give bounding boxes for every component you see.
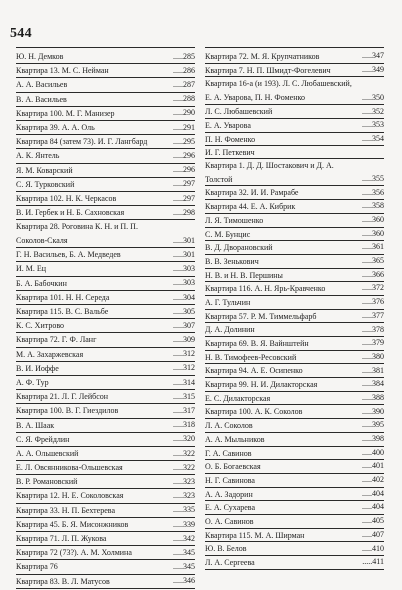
toc-entry	[16, 489, 195, 503]
toc-entry-title: А. А. Задорин	[205, 489, 253, 499]
toc-entry-title: Квартира 39. А. А. Оль	[16, 122, 95, 132]
toc-entry-title: Квартира 71. Л. П. Жукова	[16, 534, 107, 543]
toc-entry-page: .....404	[362, 488, 384, 498]
toc-entry-page: .....303	[173, 278, 195, 288]
toc-entry-page: .....315	[173, 391, 195, 401]
toc-entry-title: Квартира 83. В. Л. Матусов	[16, 576, 110, 586]
toc-entry-page: .....365	[362, 256, 384, 266]
toc-entry-title: О. А. Савинов	[205, 516, 254, 526]
toc-entry	[16, 518, 195, 532]
toc-entry-title: Е. А. Сухарева	[205, 503, 256, 513]
toc-entry	[205, 255, 384, 269]
toc-entry	[16, 404, 195, 418]
toc-entry	[205, 488, 384, 502]
toc-entry-page: .....312	[173, 349, 195, 359]
toc-entry	[205, 269, 384, 283]
toc-entry-page: .....346	[173, 576, 195, 586]
toc-entry	[205, 501, 384, 515]
toc-entry-title: И. М. Ец	[16, 264, 47, 274]
toc-entry-title: Квартира 33. Н. П. Бехтерева	[16, 505, 115, 515]
toc-entry-page: .....349	[362, 64, 384, 74]
toc-entry-title: С. Я. Турковский	[16, 179, 75, 189]
toc-entry-page: .....376	[362, 297, 384, 307]
toc-entry-title: Квартира 100. В. Г. Гиездилов	[16, 406, 119, 416]
toc-entry-title: Н. В. и Н. В. Першины	[205, 270, 283, 280]
toc-entry	[205, 105, 384, 119]
toc-entry-title: Е. С. Дилакторская	[205, 393, 271, 403]
toc-entry-title: С. М. Бунцис	[205, 229, 251, 239]
toc-entry	[205, 214, 384, 228]
toc-entry	[16, 149, 195, 163]
toc-entry-page: .....345	[173, 547, 195, 557]
toc-entry-page: .....297	[173, 193, 195, 203]
toc-entry-page: .....286	[173, 65, 195, 75]
toc-entry	[16, 419, 195, 433]
toc-entry-page: .....345	[173, 562, 195, 572]
toc-entry-title: Квартира 76	[16, 562, 58, 572]
toc-entry-page: .....296	[173, 165, 195, 175]
toc-entry	[16, 192, 195, 206]
toc-entry	[205, 392, 384, 406]
toc-entry	[16, 333, 195, 347]
toc-entry-page: .....350	[362, 92, 384, 102]
toc-entry	[16, 135, 195, 149]
toc-entry-page: .....358	[362, 201, 384, 211]
toc-entry	[16, 532, 195, 546]
toc-entry	[16, 546, 195, 560]
toc-entry	[205, 77, 384, 105]
toc-entry-page: .....296	[173, 151, 195, 160]
toc-entry-title: В. И. Гербек и Н. Б. Сахновская	[16, 208, 125, 218]
toc-entry-page: .....404	[362, 502, 384, 512]
toc-entry-title: В. Р. Романовский	[16, 477, 78, 487]
toc-entry-title: Квартира 115. М. А. Ширман	[205, 530, 305, 540]
toc-entry-page: .....361	[362, 242, 384, 252]
toc-entry-page: .....390	[362, 406, 384, 416]
toc-entry	[205, 364, 384, 378]
toc-entry-page: .....407	[362, 529, 384, 539]
toc-entry-title: Квартира 21. Л. Г. Лейбсон	[16, 392, 109, 402]
toc-entry-title: О. Б. Богаевская	[205, 462, 261, 472]
toc-entry-title: Л. А. Сергеева	[205, 558, 255, 567]
toc-entry-page: .....355	[362, 173, 384, 183]
toc-entry-title: Ю. Н. Демков	[16, 52, 64, 61]
toc-entry-page: .....303	[173, 264, 195, 274]
toc-entry	[16, 447, 195, 461]
toc-entry-page: .....314	[173, 377, 195, 387]
toc-entry-page: .....309	[173, 335, 195, 345]
toc-entry-title: Квартира 44. Е. А. Кибрик	[205, 202, 296, 212]
toc-entry-title: Н. В. Тимофеев-Ресовский	[205, 352, 297, 362]
toc-entry	[16, 319, 195, 333]
toc-entry	[16, 93, 195, 107]
toc-entry-title: Л. С. Любашевский	[205, 107, 273, 117]
toc-entry-page: .....398	[362, 434, 384, 443]
toc-entry-page: .....400	[362, 447, 384, 457]
toc-entry	[16, 433, 195, 447]
toc-entry-page: .....411	[362, 557, 384, 567]
toc-entry-page: .....317	[173, 406, 195, 415]
toc-entry	[205, 64, 384, 78]
toc-entry-page: .....360	[362, 215, 384, 224]
toc-entry	[16, 362, 195, 376]
toc-entry-page: .....402	[362, 475, 384, 485]
toc-entry-page: .....318	[173, 420, 195, 430]
toc-entry-title: Д. А. Долинин	[205, 325, 255, 335]
toc-entry-page: .....322	[173, 448, 195, 458]
toc-entry-title: Квартира 7. Н. П. Шмидт-Фогелевич	[205, 65, 331, 75]
toc-entry-title: А. К. Янтель	[16, 151, 60, 161]
toc-entry	[16, 560, 195, 574]
toc-entry-title: А. А. Васильев	[16, 80, 68, 90]
toc-entry	[205, 447, 384, 461]
toc-entry-title: Л. Я. Тимошенко	[205, 215, 264, 225]
toc-entry	[205, 241, 384, 255]
toc-entry-page: .....323	[173, 476, 195, 486]
toc-entry-page: .....298	[173, 207, 195, 217]
toc-entry	[205, 296, 384, 310]
toc-entry	[205, 310, 384, 324]
toc-entry-title: К. С. Хитрово	[16, 321, 65, 331]
toc-entry-page: .....322	[173, 462, 195, 472]
toc-entry	[205, 186, 384, 200]
toc-entry-title: Квартира 102. Н. К. Черкасов	[16, 193, 117, 203]
toc-entry	[16, 220, 195, 248]
toc-entry-page: .....377	[362, 310, 384, 320]
toc-entry-title: Квартира 100. А. К. Соколов	[205, 407, 303, 417]
toc-entry	[16, 262, 195, 276]
toc-entry-page: .....304	[173, 292, 195, 302]
toc-entry	[205, 474, 384, 488]
toc-entry-page: .....395	[362, 420, 384, 430]
toc-entry	[16, 390, 195, 404]
toc-entry	[205, 282, 384, 296]
toc-entry-title: А. А. Ольшевский	[16, 448, 79, 458]
toc-entry-page: .....379	[362, 338, 384, 348]
toc-entry-title: Г. А. Савинов	[205, 448, 252, 458]
toc-entry-page: .....335	[173, 505, 195, 515]
toc-entry-page: .....339	[173, 519, 195, 529]
toc-entry-page: .....354	[362, 133, 384, 143]
toc-entry	[16, 121, 195, 135]
toc-entry-page: .....290	[173, 108, 195, 118]
toc-entry-page: .....288	[173, 94, 195, 104]
toc-entry-title: Квартира 94. А. Е. Осипенко	[205, 366, 303, 376]
toc-entry-page: .....360	[362, 228, 384, 238]
toc-entry	[205, 529, 384, 543]
toc-entry-page: .....291	[173, 122, 195, 132]
toc-entry-title: Квартира 13. М. С. Нейман	[16, 66, 109, 76]
toc-entry-title: И. Г. Петкевич	[205, 148, 255, 158]
toc-entry-page: .....366	[362, 269, 384, 279]
toc-entry	[16, 305, 195, 319]
toc-entry	[16, 248, 195, 262]
toc-entry-title: Я. М. Коварский	[16, 165, 73, 175]
toc-entry	[205, 323, 384, 337]
toc-entry	[205, 542, 384, 556]
toc-entry-title: Е. Л. Овсянникова-Ольшевская	[16, 463, 123, 473]
toc-entry-page: .....401	[362, 461, 384, 471]
toc-entry	[205, 337, 384, 351]
contents-columns	[16, 47, 384, 589]
toc-entry-page: .....342	[173, 533, 195, 543]
toc-entry-title: В. А. Васильев	[16, 94, 67, 104]
toc-entry	[16, 107, 195, 121]
toc-entry-page: .....307	[173, 320, 195, 330]
toc-entry	[205, 200, 384, 214]
toc-entry-page: .....287	[173, 80, 195, 90]
contents-column-left	[16, 47, 195, 589]
toc-entry	[205, 556, 384, 570]
toc-entry	[205, 378, 384, 392]
toc-entry-page: .....320	[173, 434, 195, 444]
toc-entry-page: .....285	[173, 51, 195, 61]
toc-entry-title: М. А. Захаржевская	[16, 349, 84, 359]
toc-entry-page: .....381	[362, 365, 384, 375]
toc-entry	[205, 405, 384, 419]
toc-entry-title: А. Ф. Тур	[16, 377, 49, 387]
toc-entry-title: Н. Г. Савинова	[205, 475, 255, 485]
contents-column-right	[205, 47, 384, 589]
toc-entry-title: В. И. Иоффе	[16, 363, 59, 373]
toc-entry-title: Квартира 57. Р. М. Тиммельфарб	[205, 311, 317, 321]
toc-entry-title: П. Н. Фоменко	[205, 134, 256, 144]
toc-entry	[205, 351, 384, 365]
toc-entry-page: .....353	[362, 120, 384, 130]
toc-entry	[205, 460, 384, 474]
toc-entry	[205, 515, 384, 529]
toc-entry-title: Л. А. Соколов	[205, 421, 253, 431]
toc-entry-page: .....305	[173, 306, 195, 316]
toc-entry	[16, 376, 195, 390]
toc-entry-title: Квартира 45. Б. Я. Мисонжников	[16, 519, 129, 529]
toc-entry-title: А. Г. Тульчин	[205, 297, 251, 307]
toc-entry-page: .....384	[362, 379, 384, 389]
toc-entry-title: Квартира 101. Н. Н. Середа	[16, 292, 110, 302]
toc-entry	[205, 50, 384, 64]
toc-entry-title: Квартира 1. Д. Д. Шостакович и Д. А. Толстой	[205, 161, 334, 184]
toc-entry	[205, 133, 384, 147]
toc-entry-title: С. Я. Фрейдлин	[16, 434, 70, 444]
toc-entry-title: Г. Н. Васильев, Б. А. Медведев	[16, 250, 121, 260]
toc-entry-page: .....301	[173, 235, 195, 245]
toc-entry-page: .....347	[362, 51, 384, 61]
toc-entry	[205, 159, 384, 186]
toc-entry-title: В. А. Шаак	[16, 420, 55, 430]
toc-entry	[16, 475, 195, 489]
toc-entry-title: Квартира 32. И. И. Рамрабе	[205, 188, 299, 198]
toc-entry-title: Б. А. Бабочкин	[16, 278, 67, 288]
toc-entry-title: Квартира 72. Г. Ф. Ланг	[16, 335, 97, 345]
toc-entry-title: Квартира 72. М. Я. Крупчатников	[205, 52, 320, 61]
toc-entry-page: .....356	[362, 187, 384, 197]
toc-entry	[16, 178, 195, 192]
toc-entry-title: Квартира 84 (затем 73). И. Г. Лангбард	[16, 137, 148, 147]
toc-entry-title: Квартира 28. Роговина К. Н. и П. П. Соколов-Скаля	[16, 222, 138, 245]
toc-entry	[16, 504, 195, 518]
toc-entry	[205, 433, 384, 447]
toc-entry	[16, 78, 195, 92]
toc-entry	[16, 291, 195, 305]
toc-entry	[205, 146, 384, 159]
page-number: 544	[10, 26, 32, 41]
toc-entry-title: В. Д. Дворановский	[205, 243, 273, 253]
toc-entry	[16, 64, 195, 78]
toc-entry-page: .....378	[362, 324, 384, 334]
toc-entry-title: Квартира 72 (73?). А. М. Холмина	[16, 548, 132, 558]
toc-entry-title: Квартира 115. В. С. Вальбе	[16, 307, 109, 316]
toc-entry-page: .....297	[173, 179, 195, 189]
toc-entry-title: Е. А. Уварова	[205, 121, 251, 131]
toc-entry-page: .....352	[362, 106, 384, 116]
toc-entry-page: .....410	[362, 543, 384, 553]
toc-entry	[205, 228, 384, 242]
toc-entry-page: .....380	[362, 351, 384, 361]
toc-entry	[16, 164, 195, 178]
toc-entry	[205, 119, 384, 133]
toc-entry-title: Квартира 99. Н. И. Дилакторская	[205, 380, 318, 390]
toc-entry-page: .....405	[362, 516, 384, 526]
toc-entry-page: .....388	[362, 392, 384, 402]
toc-entry-title: Квартира 116. А. Н. Ярь-Кравченко	[205, 284, 326, 294]
toc-entry-page: .....312	[173, 363, 195, 373]
toc-entry	[16, 575, 195, 589]
toc-entry-title: Квартира 16-а (и 193). Л. С. Любашевский, Е. А. Уварова, П. Н. Фоменко	[205, 79, 352, 102]
toc-entry	[16, 277, 195, 291]
toc-entry-title: Квартира 100. М. Г. Манизер	[16, 108, 115, 118]
toc-entry	[16, 348, 195, 362]
toc-entry-page: .....372	[362, 283, 384, 293]
toc-entry-page: .....301	[173, 249, 195, 259]
toc-entry-title: Квартира 69. В. Я. Вайнштейн	[205, 339, 309, 348]
toc-entry	[16, 461, 195, 475]
toc-entry-title: А. А. Мыльников	[205, 434, 265, 444]
toc-entry-title: Ю. В. Белов	[205, 544, 247, 554]
toc-entry	[205, 419, 384, 433]
toc-entry	[16, 50, 195, 64]
toc-entry-page: .....295	[173, 136, 195, 146]
toc-entry	[16, 206, 195, 220]
toc-entry-page: .....323	[173, 491, 195, 501]
toc-entry-title: В. В. Зенькович	[205, 256, 259, 266]
toc-entry-title: Квартира 12. Н. Е. Соколовская	[16, 491, 124, 501]
